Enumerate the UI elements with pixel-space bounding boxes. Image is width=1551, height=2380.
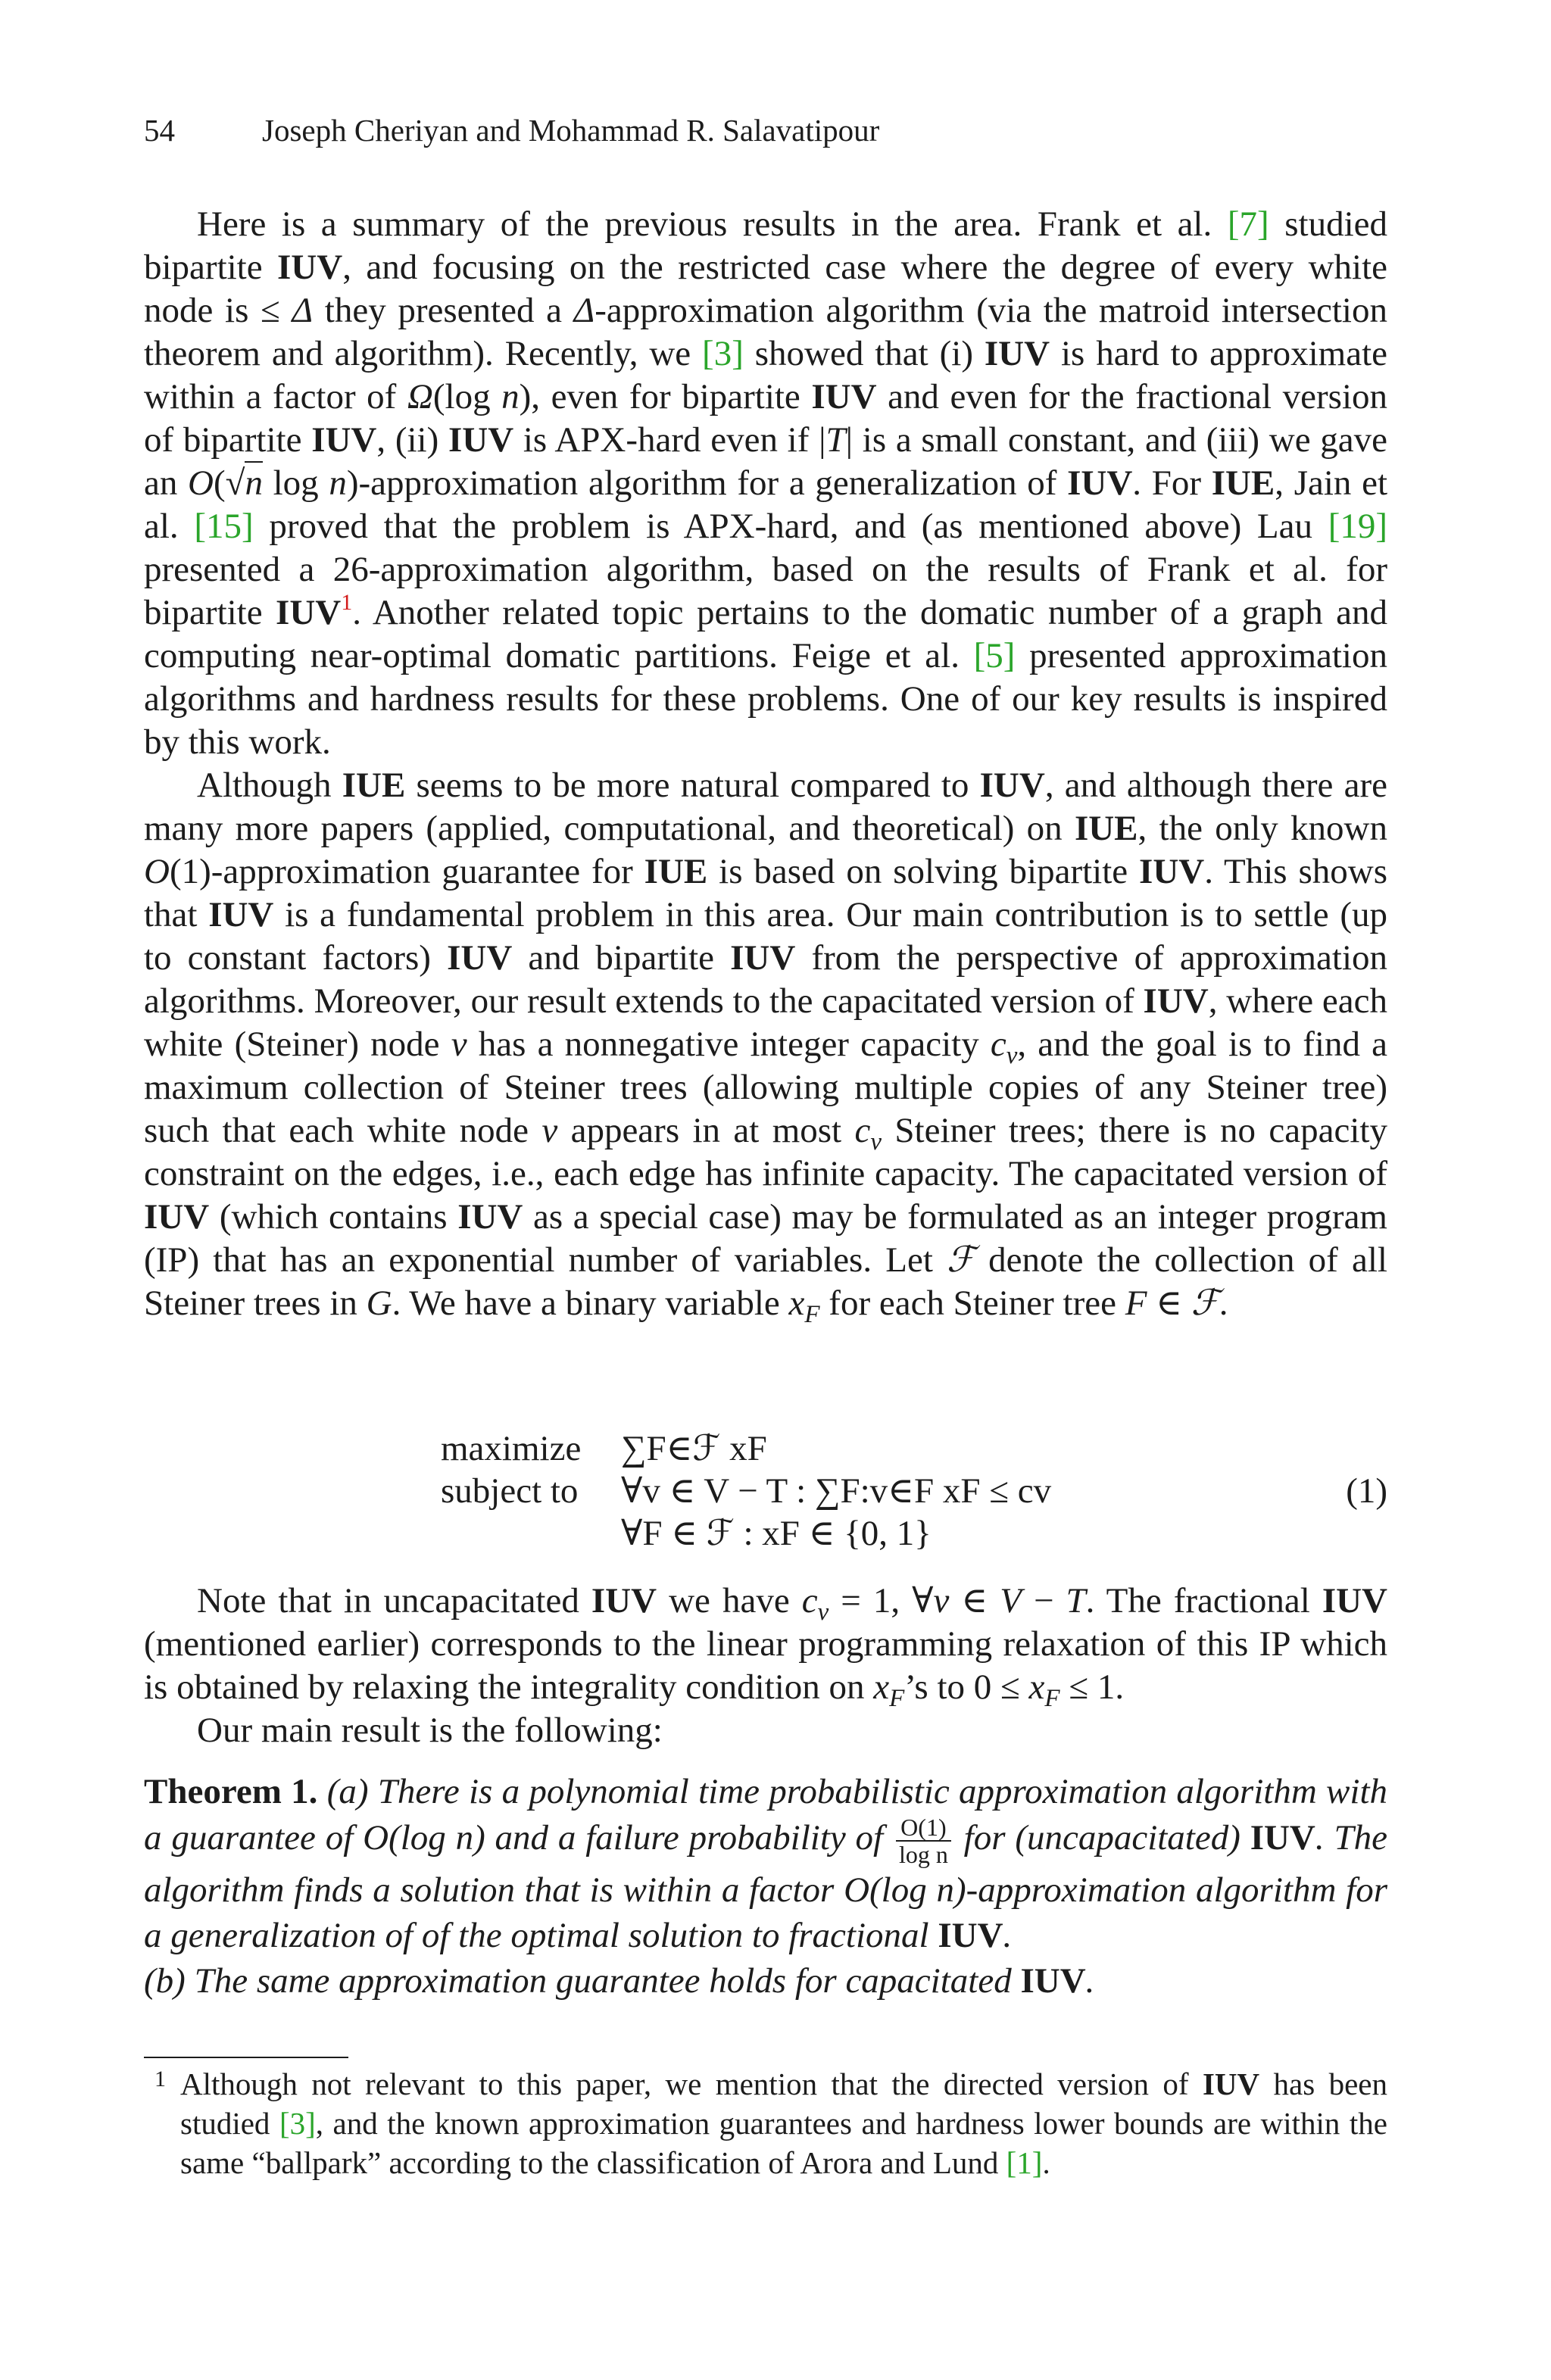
ip-subject-to-label: subject to — [441, 1471, 579, 1511]
running-header-authors: Joseph Cheriyan and Mohammad R. Salavatipour — [262, 113, 880, 148]
running-header — [144, 112, 879, 148]
ip-capacity-constraint: ∀v ∈ V − T : ∑F:v∈F xF ≤ cv — [621, 1471, 1052, 1511]
body-column-bottom — [144, 1580, 1387, 2004]
theorem-label: Theorem 1. — [144, 1772, 318, 1811]
footnote-divider — [144, 2057, 348, 2058]
citation-link[interactable]: [7] — [1227, 204, 1269, 244]
ip-objective: ∑F∈ℱ xF — [621, 1429, 767, 1468]
page-number: 54 — [144, 113, 175, 148]
failure-probability-fraction: $\frac{O(1)}{\text{log n}}$ — [896, 1814, 951, 1867]
equation-number: (1) — [1346, 1471, 1387, 1511]
citation-link[interactable]: [5] — [973, 636, 1016, 675]
footnote-1 — [144, 2064, 1387, 2182]
body-column-top — [144, 203, 1388, 1328]
footnote-text: Although not relevant to this paper, we mention that the directed version of IUV has been studied [3], and the known approximation guarantees and hardness lower bounds are within the same “ballpark” according to the classification of Arora and Lund [1]. — [180, 2067, 1388, 2180]
citation-link[interactable]: [3] — [702, 334, 744, 373]
citation-link[interactable]: [3] — [279, 2106, 316, 2141]
ip-integrality-constraint: ∀F ∈ ℱ : xF ∈ {0, 1} — [621, 1514, 932, 1553]
paragraph-main-contribution: Although IUE seems to be more natural compared to IUV, and although there are many more papers (applied, computational, and theoretical) on IUE, the only known O(1)-approximation guarantee for IUE is based on solving bipartite IUV. This shows that IUV is a fundamental problem in this area. Our main contribution is to settle (up to constant factors) IUV and bipartite IUV from the perspective of approximation algorithms. Moreover, our result extends to the capacitated version of IUV, where each white (Steiner) node v has a nonnegative integer capacity $c_v$, and the goal is to find a maximum collection of Steiner trees (allowing multiple copies of any Steiner tree) such that each white node v appears in at most $c_v$ Steiner trees; there is no capacity constraint on the edges, i.e., each edge has infinite capacity. The capacitated version of IUV (which contains IUV as a special case) may be formulated as an integer program (IP) that has an exponential number of variables. Let ℱ denote the collection of all Steiner trees in G. We have a binary variable $x_F$ for each Steiner tree F ∈ ℱ. — [144, 766, 1388, 1328]
footnote-ref-link[interactable]: 1 — [341, 590, 353, 615]
integer-program — [144, 1427, 1387, 1564]
paragraph-previous-results: Here is a summary of the previous results in the area. Frank et al. [7] studied bipartite IUV, and focusing on the restricted case where the degree of every white node is ≤ Δ they presented a Δ-approximation algorithm (via the matroid intersection theorem and algorithm). Recently, we [3] showed that (i) IUV is hard to approximate within a factor of Ω(log n), even for bipartite IUV and even for the fractional version of bipartite IUV, (ii) IUV is APX-hard even if |T| is a small constant, and (iii) we gave an O(√n log n)-approximation algorithm for a generalization of IUV. For IUE, Jain et al. [15] proved that the problem is APX-hard, and (as mentioned above) Lau [19] presented a 26-approximation algorithm, based on the results of Frank et al. for bipartite IUV$^1$. Another related topic pertains to the domatic number of a graph and computing near-optimal domatic partitions. Feige et al. [5] presented approximation algorithms and hardness results for these problems. One of our key results is inspired by this work. — [144, 204, 1388, 762]
footnote-mark: 1 — [154, 2067, 166, 2091]
paragraph-lp-relaxation: Note that in uncapacitated IUV we have $c_v = 1$, ∀v ∈ V − T. The fractional IUV (mentioned earlier) corresponds to the linear programming relaxation of this IP which is obtained by relaxing the integrality condition on $x_F’s$ to $0 \le x_F \le 1$. — [144, 1581, 1387, 1712]
citation-link[interactable]: [19] — [1328, 507, 1387, 546]
citation-link[interactable]: [15] — [194, 507, 254, 546]
theorem-1: Theorem 1. (a) There is a polynomial time probabilistic approximation algorithm with a guarantee of O(log n) and a failure probability of $\frac{O(1)}{\text{log n}}$ for (uncapacitated) IUV. The algorithm finds a solution that is within a factor O(log n)-approximation algorithm for a generalization of of the optimal solution to fractional IUV. (b) The same approximation guarantee holds for capacitated IUV. — [144, 1772, 1388, 2001]
citation-link[interactable]: [1] — [1006, 2145, 1043, 2180]
ip-maximize-label: maximize — [441, 1429, 582, 1468]
paragraph-main-result-intro: Our main result is the following: — [197, 1711, 663, 1750]
